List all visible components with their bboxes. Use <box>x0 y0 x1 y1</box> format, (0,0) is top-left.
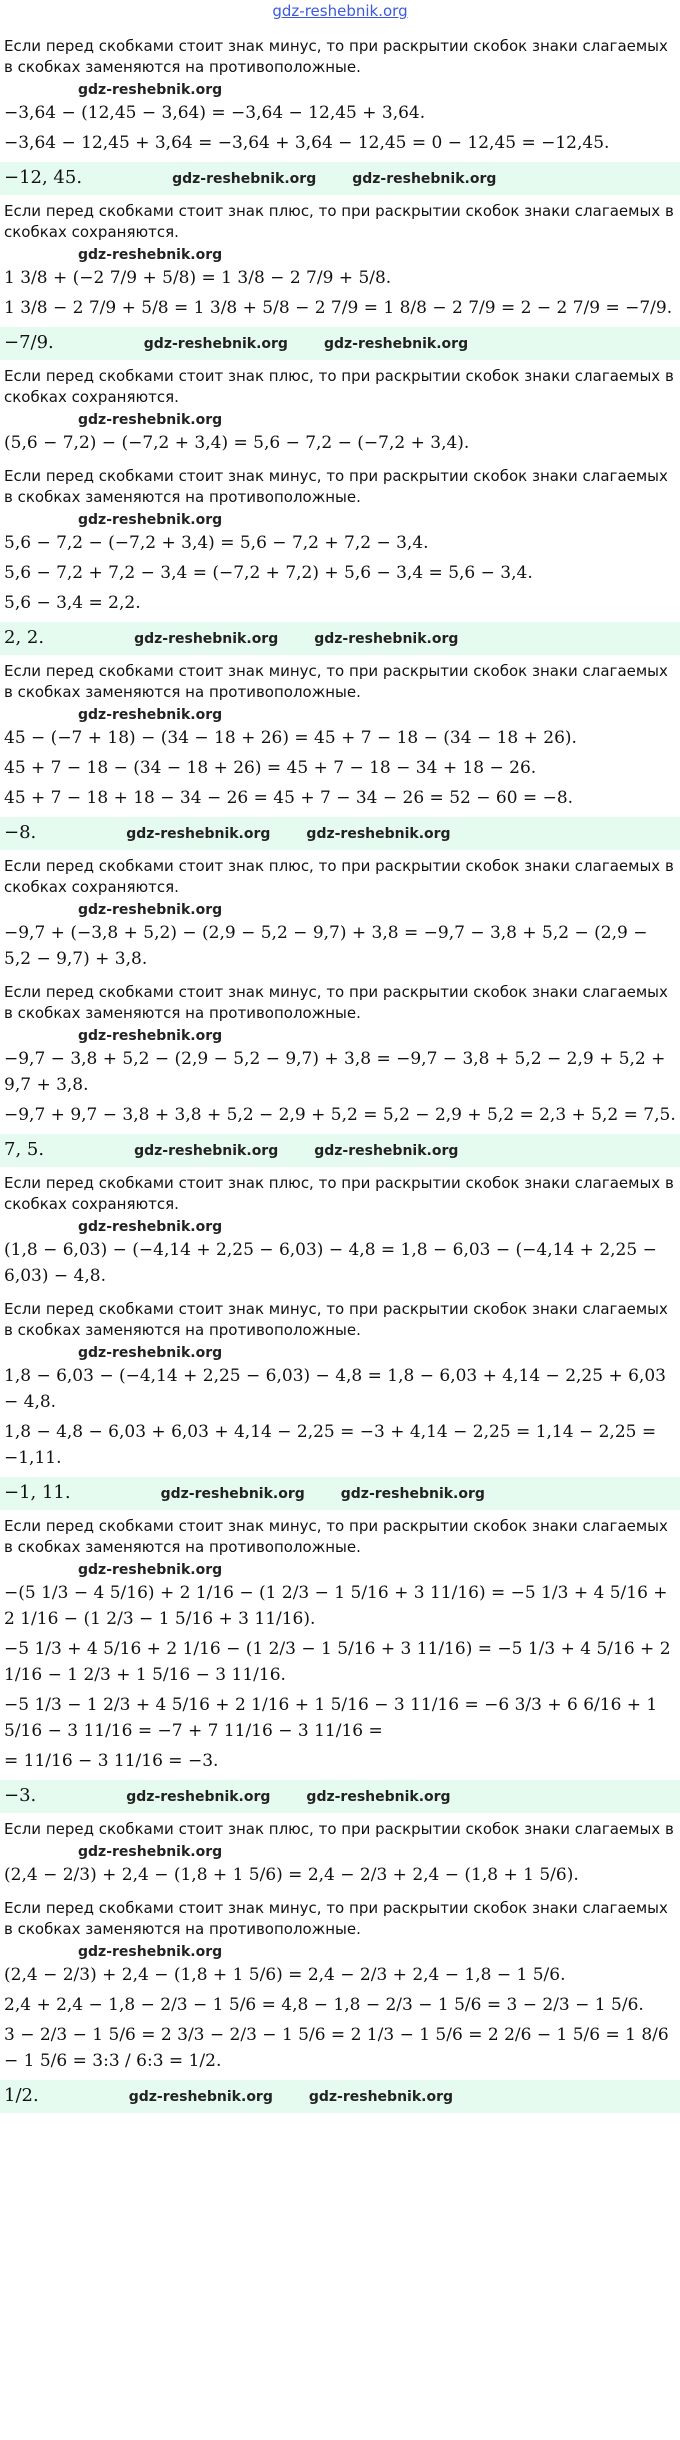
math-line: (1,8 − 6,03) − (−4,14 + 2,25 − 6,03) − 4,8 = 1,8 − 6,03 − (−4,14 + 2,25 − 6,03) − 4,8. <box>4 1240 657 1286</box>
watermark-row <box>0 1942 680 1960</box>
watermark-text: gdz-reshebnik.org <box>308 2089 454 2105</box>
rule-text: Если перед скобками стоит знак минус, то при раскрытии скобок знаки слагаемых в скобках заменяются на противоположные. <box>4 37 668 76</box>
math-line: 1 3/8 − 2 7/9 + 5/8 = 1 3/8 + 5/8 − 2 7/9 = 1 8/8 − 2 7/9 = 2 − 2 7/9 = −7/9. <box>4 298 673 318</box>
solution-content <box>0 34 680 2117</box>
answer-line <box>0 162 680 195</box>
answer-line <box>0 327 680 360</box>
solution-step <box>0 1297 680 1510</box>
solution-step <box>0 980 680 1167</box>
answer-line <box>0 2080 680 2113</box>
rule-text: Если перед скобками стоит знак плюс, то при раскрытии скобок знаки слагаемых в скобках сохраняются. <box>4 367 674 406</box>
answer-value: −8. <box>4 822 37 843</box>
math-line: −3,64 − 12,45 + 3,64 = −3,64 + 3,64 − 12,45 = 0 − 12,45 = −12,45. <box>4 133 610 153</box>
watermark-row <box>0 1217 680 1235</box>
math-line: −5 1/3 + 4 5/16 + 2 1/16 − (1 2/3 − 1 5/16 + 3 11/16) = −5 1/3 + 4 5/16 + 2 1/16 − 1 2/3 + 1 5/16 − 3 11/16. <box>4 1639 671 1685</box>
answer-value: −1, 11. <box>4 1482 71 1503</box>
watermark-row <box>0 1026 680 1044</box>
math-line: −3,64 − (12,45 − 3,64) = −3,64 − 12,45 + 3,64. <box>4 103 426 123</box>
watermark-row <box>0 705 680 723</box>
site-title[interactable]: gdz-reshebnik.org <box>272 2 408 20</box>
watermark-row <box>0 245 680 263</box>
watermark-text: gdz-reshebnik.org <box>143 336 288 352</box>
watermark-text: gdz-reshebnik.org <box>128 2089 273 2105</box>
solution-step <box>0 464 680 655</box>
math-line: 2,4 + 2,4 − 1,8 − 2/3 − 1 5/6 = 4,8 − 1,8 − 2/3 − 1 5/6 = 3 − 2/3 − 1 5/6. <box>4 1995 644 2015</box>
watermark-text: gdz-reshebnik.org <box>306 826 451 842</box>
answer-value: −3. <box>4 1785 37 1806</box>
watermark-row <box>0 1343 680 1361</box>
watermark-row <box>0 900 680 918</box>
math-line: 5,6 − 3,4 = 2,2. <box>4 593 141 613</box>
watermark-text: gdz-reshebnik.org <box>323 336 469 352</box>
solution-step <box>0 34 680 195</box>
watermark-text: gdz-reshebnik.org <box>78 1219 223 1235</box>
math-line: −9,7 + 9,7 − 3,8 + 3,8 + 5,2 − 2,9 + 5,2 = 5,2 − 2,9 + 5,2 = 2,3 + 5,2 = 7,5. <box>4 1105 676 1125</box>
watermark-row <box>0 1560 680 1578</box>
watermark-text: gdz-reshebnik.org <box>78 1562 223 1578</box>
watermark-text: gdz-reshebnik.org <box>160 1486 305 1502</box>
watermark-text: gdz-reshebnik.org <box>306 1789 451 1805</box>
answer-line <box>0 817 680 850</box>
math-line: (5,6 − 7,2) − (−7,2 + 3,4) = 5,6 − 7,2 − (−7,2 + 3,4). <box>4 433 470 453</box>
watermark-text: gdz-reshebnik.org <box>340 1486 485 1502</box>
watermark-text: gdz-reshebnik.org <box>78 512 223 528</box>
answer-line <box>0 1134 680 1167</box>
watermark-text: gdz-reshebnik.org <box>78 1844 223 1860</box>
rule-text: Если перед скобками стоит знак плюс, то при раскрытии скобок знаки слагаемых в <box>4 1820 674 1838</box>
solution-step <box>0 1514 680 1813</box>
math-line: −9,7 + (−3,8 + 5,2) − (2,9 − 5,2 − 9,7) + 3,8 = −9,7 − 3,8 + 5,2 − (2,9 − 5,2 − 9,7) + 3,8. <box>4 923 648 969</box>
math-line: −5 1/3 − 1 2/3 + 4 5/16 + 2 1/16 + 1 5/16 − 3 11/16 = −6 3/3 + 6 6/16 + 1 5/16 − 3 11/16 = −7 + 7 11/16 − 3 11/16 = <box>4 1695 658 1741</box>
watermark-text: gdz-reshebnik.org <box>126 826 271 842</box>
solution-step <box>0 1817 680 1896</box>
rule-text: Если перед скобками стоит знак плюс, то при раскрытии скобок знаки слагаемых в скобках сохраняются. <box>4 857 674 896</box>
watermark-text: gdz-reshebnik.org <box>126 1789 271 1805</box>
math-line: 1 3/8 + (−2 7/9 + 5/8) = 1 3/8 − 2 7/9 + 5/8. <box>4 268 392 288</box>
math-line: 45 + 7 − 18 − (34 − 18 + 26) = 45 + 7 − 18 − 34 + 18 − 26. <box>4 758 537 778</box>
watermark-text: gdz-reshebnik.org <box>352 171 497 187</box>
rule-text: Если перед скобками стоит знак плюс, то при раскрытии скобок знаки слагаемых в скобках сохраняются. <box>4 1174 674 1213</box>
rule-text: Если перед скобками стоит знак минус, то при раскрытии скобок знаки слагаемых в скобках заменяются на противоположные. <box>4 467 668 506</box>
watermark-text: gdz-reshebnik.org <box>78 902 223 918</box>
solution-step <box>0 199 680 360</box>
rule-text: Если перед скобками стоит знак минус, то при раскрытии скобок знаки слагаемых в скобках заменяются на противоположные. <box>4 1517 668 1556</box>
watermark-text: gdz-reshebnik.org <box>78 412 223 428</box>
answer-value: 7, 5. <box>4 1139 45 1160</box>
solution-step <box>0 1171 680 1297</box>
math-line: (2,4 − 2/3) + 2,4 − (1,8 + 1 5/6) = 2,4 − 2/3 + 2,4 − (1,8 + 1 5/6). <box>4 1865 579 1885</box>
watermark-row <box>0 510 680 528</box>
watermark-text: gdz-reshebnik.org <box>78 1345 223 1361</box>
watermark-text: gdz-reshebnik.org <box>78 1944 223 1960</box>
watermark-text: gdz-reshebnik.org <box>78 707 223 723</box>
solution-step <box>0 364 680 464</box>
math-line: 1,8 − 6,03 − (−4,14 + 2,25 − 6,03) − 4,8 = 1,8 − 6,03 + 4,14 − 2,25 + 6,03 − 4,8. <box>4 1366 666 1412</box>
math-line: (2,4 − 2/3) + 2,4 − (1,8 + 1 5/6) = 2,4 − 2/3 + 2,4 − 1,8 − 1 5/6. <box>4 1965 566 1985</box>
rule-text: Если перед скобками стоит знак минус, то при раскрытии скобок знаки слагаемых в скобках заменяются на противоположные. <box>4 983 668 1022</box>
math-line: 5,6 − 7,2 − (−7,2 + 3,4) = 5,6 − 7,2 + 7,2 − 3,4. <box>4 533 429 553</box>
answer-line <box>0 1477 680 1510</box>
watermark-text: gdz-reshebnik.org <box>134 1143 279 1159</box>
watermark-text: gdz-reshebnik.org <box>78 82 223 98</box>
watermark-text: gdz-reshebnik.org <box>314 631 459 647</box>
rule-text: Если перед скобками стоит знак плюс, то при раскрытии скобок знаки слагаемых в скобках сохраняются. <box>4 202 674 241</box>
answer-value: −7/9. <box>4 332 54 353</box>
watermark-row <box>0 1842 680 1860</box>
math-line: 45 − (−7 + 18) − (34 − 18 + 26) = 45 + 7 − 18 − (34 − 18 + 26). <box>4 728 577 748</box>
solution-step <box>0 1896 680 2113</box>
math-line: 3 − 2/3 − 1 5/6 = 2 3/3 − 2/3 − 1 5/6 = 2 1/3 − 1 5/6 = 2 2/6 − 1 5/6 = 1 8/6 − 1 5/6 = 3:3 / 6:3 = 1/2. <box>4 2025 669 2071</box>
math-line: −9,7 − 3,8 + 5,2 − (2,9 − 5,2 − 9,7) + 3,8 = −9,7 − 3,8 + 5,2 − 2,9 + 5,2 + 9,7 + 3,8. <box>4 1049 666 1095</box>
answer-value: 1/2. <box>4 2085 39 2106</box>
answer-value: −12, 45. <box>4 167 83 188</box>
math-line: 1,8 − 4,8 − 6,03 + 6,03 + 4,14 − 2,25 = −3 + 4,14 − 2,25 = 1,14 − 2,25 = −1,11. <box>4 1422 657 1468</box>
watermark-text: gdz-reshebnik.org <box>134 631 279 647</box>
math-line: −(5 1/3 − 4 5/16) + 2 1/16 − (1 2/3 − 1 5/16 + 3 11/16) = −5 1/3 + 4 5/16 + 2 1/16 − (1 2/3 − 1 5/16 + 3 11/16). <box>4 1583 668 1629</box>
watermark-text: gdz-reshebnik.org <box>314 1143 459 1159</box>
answer-value: 2, 2. <box>4 627 45 648</box>
watermark-text: gdz-reshebnik.org <box>78 1028 223 1044</box>
answer-line <box>0 622 680 655</box>
math-line: 45 + 7 − 18 + 18 − 34 − 26 = 45 + 7 − 34 − 26 = 52 − 60 = −8. <box>4 788 574 808</box>
watermark-row <box>0 80 680 98</box>
rule-text: Если перед скобками стоит знак минус, то при раскрытии скобок знаки слагаемых в скобках заменяются на противоположные. <box>4 662 668 701</box>
solution-step <box>0 854 680 980</box>
math-line: = 11/16 − 3 11/16 = −3. <box>4 1751 219 1771</box>
answer-line <box>0 1780 680 1813</box>
watermark-text: gdz-reshebnik.org <box>172 171 317 187</box>
watermark-text: gdz-reshebnik.org <box>78 247 223 263</box>
math-line: 5,6 − 7,2 + 7,2 − 3,4 = (−7,2 + 7,2) + 5,6 − 3,4 = 5,6 − 3,4. <box>4 563 533 583</box>
rule-text: Если перед скобками стоит знак минус, то при раскрытии скобок знаки слагаемых в скобках заменяются на противоположные. <box>4 1899 668 1938</box>
rule-text: Если перед скобками стоит знак минус, то при раскрытии скобок знаки слагаемых в скобках заменяются на противоположные. <box>4 1300 668 1339</box>
watermark-row <box>0 410 680 428</box>
solution-step <box>0 659 680 850</box>
